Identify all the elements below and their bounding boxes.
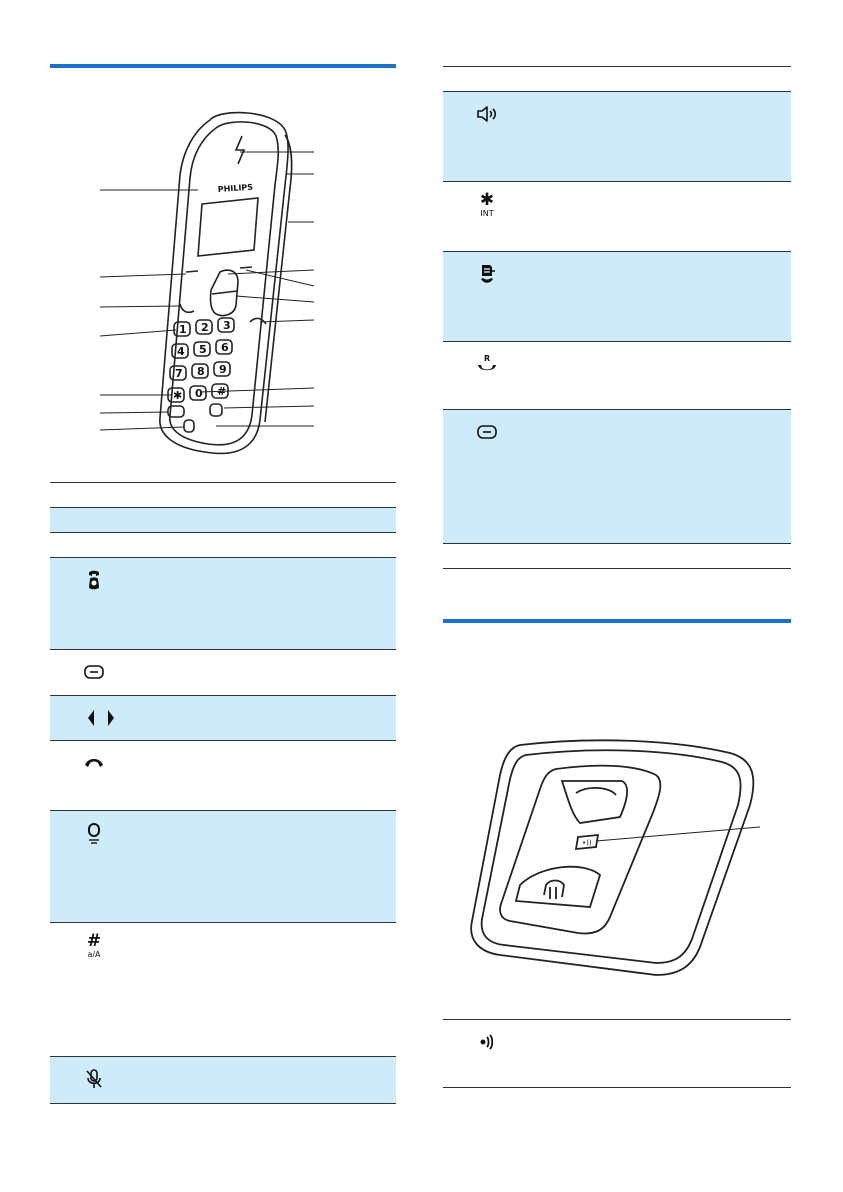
recall-icon — [475, 352, 499, 376]
left-row-redial — [50, 558, 396, 650]
star-key-sublabel: INT — [480, 209, 494, 218]
right-row-phonebook — [443, 252, 791, 342]
handset-section-rule — [50, 64, 396, 68]
right-row-speaker — [443, 92, 791, 182]
hash-key-icon — [82, 933, 106, 957]
svg-text:6: 6 — [221, 341, 229, 354]
left-row-3 — [50, 533, 396, 558]
soft-key-icon — [475, 420, 499, 444]
soft-key-icon — [82, 660, 106, 684]
find-handset-icon — [475, 1030, 499, 1054]
svg-text:2: 2 — [201, 321, 209, 334]
handset-illustration — [100, 100, 330, 470]
recall-label: R — [484, 354, 491, 363]
svg-text:1: 1 — [179, 323, 187, 336]
svg-text:#: # — [217, 385, 227, 398]
hash-key-sublabel: a/A — [87, 950, 101, 959]
svg-text:3: 3 — [223, 319, 231, 332]
power-key-icon — [82, 821, 106, 845]
left-row-softkey — [50, 650, 396, 696]
redial-up-icon — [82, 568, 106, 592]
svg-text:9: 9 — [219, 363, 227, 376]
base-row-find — [443, 1020, 791, 1088]
right-row-1 — [443, 67, 791, 92]
star-key-icon — [475, 192, 499, 216]
left-row-2 — [50, 508, 396, 533]
star-key-label: ✱ — [479, 190, 495, 210]
handset-brand-label: PHILIPS — [217, 182, 254, 194]
hash-key-label: # — [86, 931, 102, 951]
left-row-endcall — [50, 741, 396, 811]
mute-microphone-icon — [82, 1067, 106, 1091]
svg-text:✱: ✱ — [173, 389, 183, 402]
base-station-illustration — [460, 735, 770, 995]
left-row-power — [50, 811, 396, 923]
svg-text:0: 0 — [195, 387, 203, 400]
svg-text:•)): •)) — [582, 839, 592, 847]
right-row-softkey — [443, 410, 791, 544]
svg-text:7: 7 — [175, 367, 183, 380]
left-right-arrows-icon — [82, 706, 122, 730]
svg-text:4: 4 — [177, 345, 185, 358]
svg-text:8: 8 — [197, 365, 205, 378]
end-call-icon — [82, 751, 106, 775]
right-row-star — [443, 182, 791, 252]
left-row-arrows — [50, 696, 396, 741]
left-row-1 — [50, 483, 396, 508]
left-row-mute — [50, 1057, 396, 1104]
right-row-last — [443, 544, 791, 569]
phonebook-down-icon — [475, 262, 499, 286]
right-row-recall — [443, 342, 791, 410]
base-section-rule — [443, 619, 791, 623]
speaker-icon — [475, 102, 499, 126]
left-row-hash — [50, 923, 396, 1057]
svg-text:5: 5 — [199, 343, 207, 356]
